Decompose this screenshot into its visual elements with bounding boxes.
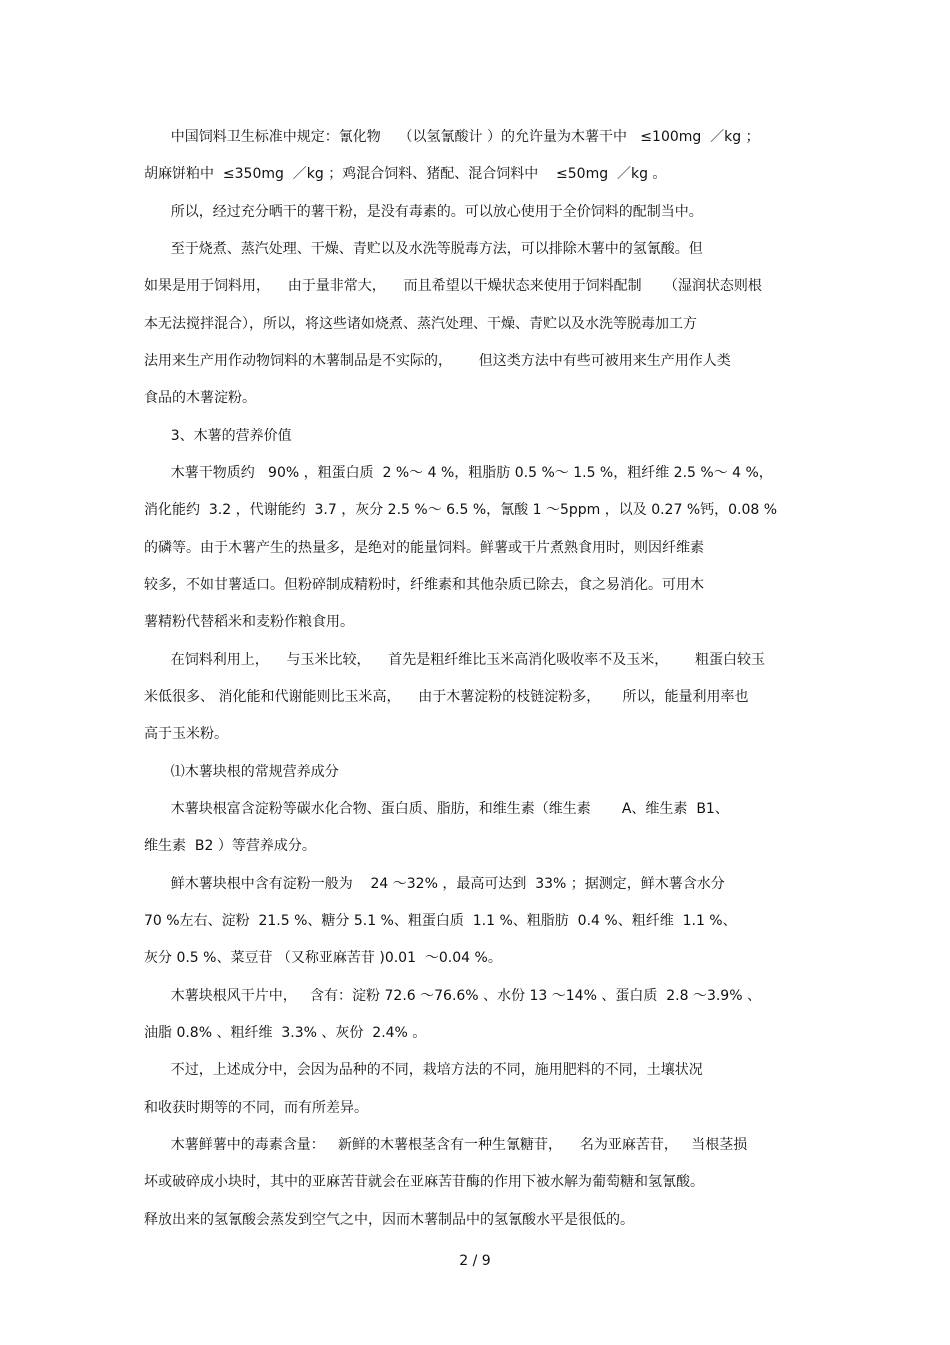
text-line: 本无法搅拌混合），所以，将这些诸如烧煮、蒸汽处理、干燥、青贮以及水洗等脱毒加工方 <box>144 316 697 332</box>
text-line: 胡麻饼粕中 ≤350mg ／kg ；鸡混合饲料、猪配、混合饲料中 ≤50mg ／kg 。 <box>144 166 667 182</box>
section-heading: 3、木薯的营养价值 <box>144 428 292 444</box>
text-line: 法用来生产用作动物饲料的木薯制品是不实际的， 但这类方法中有些可被用来生产用作人类 <box>144 353 731 369</box>
text-line: 的磷等。由于木薯产生的热量多，是绝对的能量饲料。鲜薯或干片煮熟食用时，则因纤维素 <box>144 540 704 556</box>
text-line: 消化能约 3.2 ，代谢能约 3.7 ，灰分 2.5 %～ 6.5 %，氰酸 1 ～5ppm ，以及 0.27 %钙，0.08 % <box>144 502 778 518</box>
text-line: 释放出来的氢氰酸会蒸发到空气之中，因而木薯制品中的氢氰酸水平是很低的。 <box>144 1212 634 1228</box>
text-line: 米低很多、 消化能和代谢能则比玉米高， 由于木薯淀粉的枝链淀粉多， 所以，能量利用率也 <box>144 689 749 705</box>
text-line: 较多，不如甘薯适口。但粉碎制成精粉时，纤维素和其他杂质已除去，食之易消化。可用木 <box>144 577 704 593</box>
text-line: 不过，上述成分中，会因为品种的不同，栽培方法的不同，施用肥料的不同，土壤状况 <box>144 1062 703 1078</box>
text-line: 食品的木薯淀粉。 <box>144 390 256 406</box>
text-line: 在饲料利用上， 与玉米比较， 首先是粗纤维比玉米高消化吸收率不及玉米， 粗蛋白较玉 <box>144 652 766 668</box>
text-line: 木薯干物质约 90% ，粗蛋白质 2 %～ 4 %，粗脂肪 0.5 %～ 1.5 %，粗纤维 2.5 %～ 4 %， <box>144 465 773 481</box>
text-line: 薯精粉代替稻米和麦粉作粮食用。 <box>144 614 354 630</box>
text-line: 高于玉米粉。 <box>144 726 228 742</box>
text-line: 维生素 B2 ）等营养成分。 <box>144 838 316 854</box>
text-line: 油脂 0.8% 、粗纤维 3.3% 、灰份 2.4% 。 <box>144 1025 427 1041</box>
text-line: 木薯块根富含淀粉等碳水化合物、蛋白质、脂肪，和维生素（维生素 A、维生素 B1、 <box>144 801 729 817</box>
text-line: 鲜木薯块根中含有淀粉一般为 24 ～32% ，最高可达到 33% ；据测定，鲜木薯含水分 <box>144 876 725 892</box>
text-line: 木薯块根风干片中， 含有：淀粉 72.6 ～76.6% 、水份 13 ～14% 、蛋白质 2.8 ～3.9% 、 <box>144 988 761 1004</box>
text-line: 坏或破碎成小块时，其中的亚麻苦苷就会在亚麻苦苷酶的作用下被水解为葡萄糖和氢氰酸。 <box>144 1174 704 1190</box>
text-line: 中国饲料卫生标准中规定：氰化物 （以氢氰酸计 ）的允许量为木薯干中 ≤100mg ／kg ； <box>144 129 760 145</box>
subsection-heading: ⑴木薯块根的常规营养成分 <box>144 764 339 780</box>
text-line: 70 %左右、淀粉 21.5 %、糖分 5.1 %、粗蛋白质 1.1 %、粗脂肪 0.4 %、粗纤维 1.1 %、 <box>144 913 737 929</box>
text-line: 和收获时期等的不同，而有所差异。 <box>144 1100 368 1116</box>
text-line: 灰分 0.5 %、菜豆苷 （又称亚麻苦苷 )0.01 ～0.04 %。 <box>144 950 502 966</box>
text-line: 所以，经过充分晒干的薯干粉，是没有毒素的。可以放心使用于全价饲料的配制当中。 <box>144 204 703 220</box>
page-number: 2 / 9 <box>459 1253 491 1269</box>
text-line: 如果是用于饲料用， 由于量非常大， 而且希望以干燥状态来使用于饲料配制 （湿润状态则根 <box>144 278 762 294</box>
text-line: 至于烧煮、蒸汽处理、干燥、青贮以及水洗等脱毒方法，可以排除木薯中的氢氰酸。但 <box>144 241 703 257</box>
text-line: 木薯鲜薯中的毒素含量： 新鲜的木薯根茎含有一种生氰糖苷， 名为亚麻苦苷， 当根茎损 <box>144 1137 748 1153</box>
